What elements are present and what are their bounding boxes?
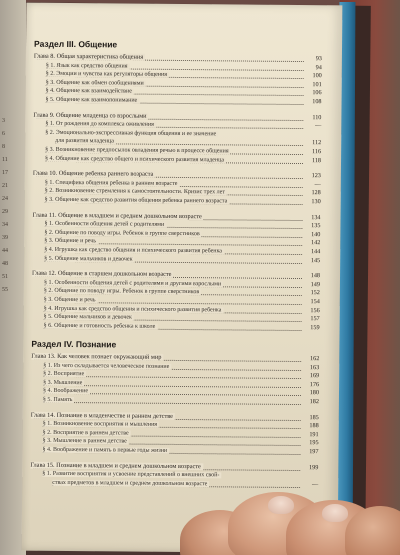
entry-page-number: 106 [312,89,322,97]
entry-title: § 5. Общение мальчиков и девочек [44,255,133,263]
entry-title: § 1. Развитие восприятия и усвоение представлений о внешних свой- [42,470,220,479]
section-title: Раздел III. Общение [33,38,118,50]
previous-page-number: 51 [2,274,8,280]
entry-page-number: 108 [312,98,322,106]
toc-entry [45,196,303,206]
entry-title: § 1. Из чего складывается человеческое познание [43,362,170,370]
entry-title: § 1. Особенности общения детей с родителями и другими взрослыми [43,279,222,288]
entry-page-number: 157 [310,315,320,323]
entry-title: Глава 8. Общая характеристика общения [33,52,144,61]
entry-title: § 2. Общение по поводу игры. Ребенок в группе сверстников [43,288,200,296]
entry-page-number: 185 [309,413,319,421]
entry-title: § 1. Специфика общения ребенка в раннем возрасте [44,179,178,187]
entry-title: § 1. Язык как средство общения [45,62,128,70]
entry-page-number: 128 [311,189,321,197]
entry-page-number: 159 [310,323,320,331]
entry-title: § 3. Общение как обмен сообщениями [45,79,144,87]
entry-title: § 5. Общение мальчиков и девочек [43,313,133,321]
previous-page-number: 55 [2,287,8,293]
entry-title: § 3. Общение как средство развития общения ребенка раннего возраста [44,196,228,205]
entry-page-number: 144 [310,248,321,256]
entry-title: § 5. Память [42,396,73,404]
entry-page-number: 130 [311,198,321,206]
previous-page-number: 34 [2,222,8,228]
entry-title: § 1. От рождения до комплекса оживления [45,120,154,128]
entry-page-number: 118 [311,156,322,164]
entry-title: Глава 12. Общение в старшем дошкольном возрасте [32,269,172,279]
entry-page-number: 123 [311,172,321,180]
entry-page-number: 180 [309,389,320,397]
entry-page-number: 94 [315,63,322,71]
toc-entry [46,96,304,106]
entry-page-number: 134 [311,213,321,221]
entry-page-number: 149 [310,280,320,289]
entry-page-number: 176 [309,380,320,388]
entry-title: Глава 13. Как человек познает окружающий мир [31,352,162,361]
entry-page-number: 169 [309,372,320,380]
entry-page-number: — [314,180,321,189]
toc-entry [42,446,300,456]
entry-title: Глава 9. Общение младенца со взрослыми [33,111,147,120]
fingernail [322,504,348,522]
previous-page-number: 11 [2,157,8,163]
entry-page-number: 197 [309,448,319,456]
entry-page-number: 195 [309,439,319,447]
entry-title: § 2. Эмоции и чувства как регуляторы общения [45,70,168,79]
hand [150,470,400,555]
entry-title: ствах предметов в младшем и среднем дошкольном возрасте [52,479,208,488]
entry-title: Глава 10. Общение ребенка раннего возраста [32,169,154,178]
entry-title: § 2. Возникновение стремления к самостоятельности. Кризис трех лет [44,188,225,196]
entry-title: § 4. Воображение [42,388,89,395]
entry-page-number: 142 [310,239,321,247]
entry-title: § 4. Игрушка как средство общения и психического развития ребенка [44,246,222,255]
section-title: Раздел IV. Познание [31,338,117,350]
entry-title: § 2. Восприятие в раннем детстве [42,429,129,437]
entry-title: § 5. Общение как взаимопонимание [45,96,138,104]
previous-page-number: 17 [2,170,8,176]
entry-title: § 3. Возникновение предпосылок овладения речью в процессе общения [45,146,229,155]
entry-page-number: 100 [312,72,322,80]
entry-title: § 1. Особенности общения детей с родителями [44,220,165,229]
previous-page-number: 21 [2,183,8,189]
toc-entry [43,396,301,406]
entry-page-number: 154 [310,298,320,306]
entry-page-number: 163 [309,363,320,371]
entry-page-number: 145 [310,256,321,264]
entry-title: § 2. Восприятие [43,370,85,378]
entry-title: § 2. Общение по поводу игры. Ребенок в группе сверстников [44,229,200,237]
entry-title: § 4. Воображение и память в первые годы жизни [42,446,168,454]
entry-page-number: 112 [312,139,322,147]
entry-page-number: 162 [309,355,320,363]
entry-page-number: 135 [311,222,321,230]
previous-page-number: 29 [2,209,8,215]
entry-page-number: 191 [309,430,319,438]
previous-page-number: 39 [2,235,8,241]
entry-page-number: 93 [315,55,322,63]
previous-page-number: 3 [2,118,5,124]
previous-page-number: 8 [2,144,5,150]
entry-page-number: 116 [312,148,322,156]
entry-title: Глава 14. Познание в младенчестве и раннем детстве [30,411,173,420]
entry-title: § 1. Возникновение восприятия и мышления [42,420,158,428]
previous-page-number: 48 [2,261,8,267]
entry-title: § 3. Мышление в раннем детстве [42,438,127,445]
entry-page-number: 110 [312,113,322,121]
entry-page-number: 152 [310,289,320,297]
fingernail [268,496,294,514]
entry-page-number: 188 [309,422,319,430]
entry-title: Глава 15. Познание в младшем и среднем дошкольном возрасте [30,461,201,470]
toc-entry [44,322,302,332]
entry-page-number: — [311,480,319,488]
previous-page-number: 6 [2,131,5,137]
entry-page-number: 156 [310,306,320,314]
toc-entry [44,254,302,264]
previous-page-number: 24 [2,196,8,202]
toc-entry [45,154,303,164]
entry-title: § 6. Общение и готовность ребенка к школе [43,322,156,330]
entry-page-number: 148 [310,272,321,280]
entry-title: § 4. Общение как взаимодействие [45,88,132,95]
entry-page-number: 199 [309,463,319,471]
previous-page-number: 44 [2,248,8,254]
entry-title: § 3. Мышление [43,379,83,386]
dot-leader [43,401,301,405]
entry-page-number: 101 [312,80,322,89]
entry-title: § 2. Эмоционально-экспрессивная функция общения и ее значение [45,129,217,138]
entry-title: для развития младенца [55,138,114,145]
entry-title: § 3. Общение и речь [44,238,97,245]
entry-title: § 3. Общение и речь [43,296,96,304]
entry-title: Глава 11. Общение в младшем и среднем дошкольном возрасте [32,211,202,220]
entry-title: § 4. Игрушка как средство общения и психического развития ребенка [43,305,222,313]
entry-page-number: 140 [311,230,321,239]
entry-page-number: — [315,122,322,130]
entry-title: § 4. Общение как средство общего и психического развития младенца [45,155,225,163]
entry-page-number: 182 [309,398,319,406]
